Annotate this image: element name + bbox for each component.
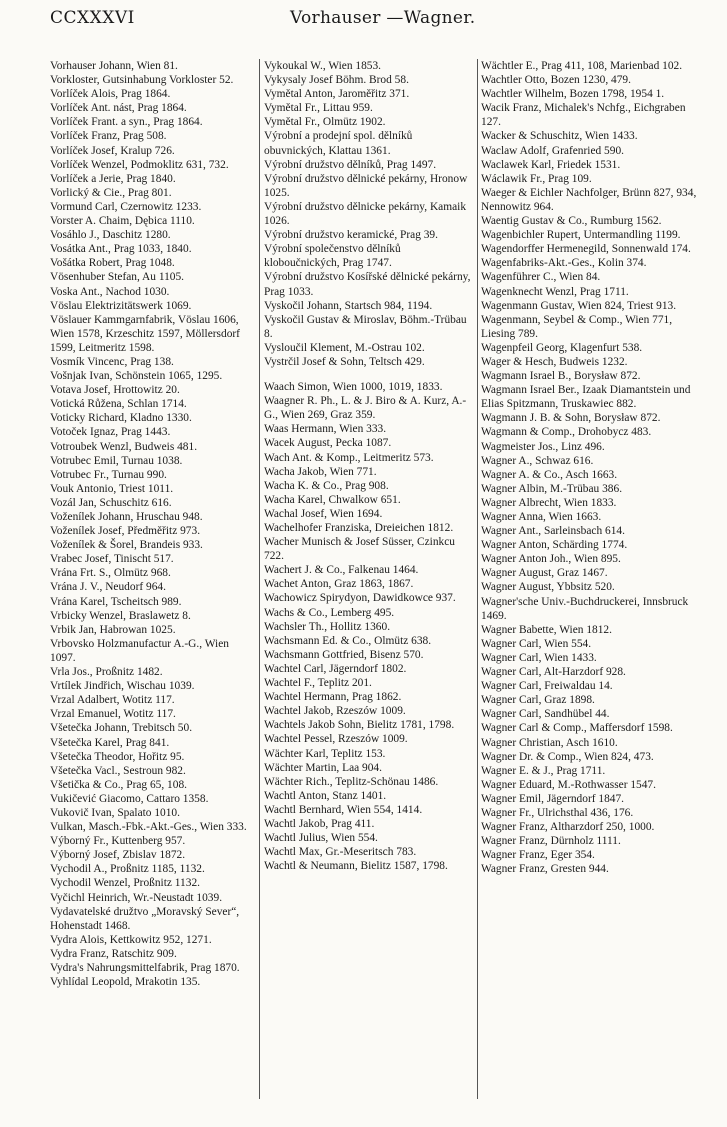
directory-entry: Vychodil A., Proßnitz 1185, 1132. (50, 863, 205, 876)
directory-entry: Vrána Karel, Tscheitsch 989. (50, 595, 182, 608)
column-divider (259, 59, 260, 1099)
directory-entry: Wagenführer C., Wien 84. (481, 271, 601, 284)
directory-entry: Wacker & Schuschitz, Wien 1433. (481, 130, 638, 143)
directory-entry: Vychodil Wenzel, Proßnitz 1132. (50, 877, 200, 890)
directory-entry: Vorster A. Chaim, Dębica 1110. (50, 215, 195, 228)
directory-entry: Wachet Anton, Graz 1863, 1867. (264, 578, 414, 591)
directory-entry: Wagenpfeil Georg, Klagenfurt 538. (481, 341, 643, 354)
directory-entry: Výborný Josef, Zbislav 1872. (50, 849, 186, 862)
directory-entry: Wacher Munisch & Josef Süsser, Czinkcu 722. (264, 536, 455, 563)
directory-column-2 (264, 59, 476, 873)
directory-entry: Wachsmann Ed. & Co., Olmütz 638. (264, 634, 432, 647)
directory-entry: Výrobní a prodejní spol. dělníků obuvnických, Klattau 1361. (264, 130, 413, 157)
directory-entry: Wager & Hesch, Budweis 1232. (481, 355, 628, 368)
directory-entry: Wagmann J. B. & Sohn, Borysław 872. (481, 412, 661, 425)
directory-entry: Wagenmann, Seybel & Comp., Wien 771, Liesing 789. (481, 313, 673, 340)
directory-entry: Wachowicz Spirydyon, Dawidkowce 937. (264, 592, 456, 605)
directory-entry: Wagner'sche Univ.-Buchdruckerei, Innsbruck 1469. (481, 595, 689, 622)
directory-entry: Wagner Eduard, M.-Rothwasser 1547. (481, 778, 656, 791)
directory-entry: Wachtel Hermann, Prag 1862. (264, 691, 402, 704)
directory-entry: Wagner Christian, Asch 1610. (481, 736, 618, 749)
directory-entry: Wachtel Pessel, Rzeszów 1009. (264, 733, 408, 746)
directory-entry: Wáclawik Fr., Prag 109. (481, 172, 592, 185)
directory-entry: Vosáhlo J., Daschitz 1280. (50, 229, 171, 242)
directory-entry: Vykoukal W., Wien 1853. (264, 60, 382, 72)
directory-entry: Wagner Albrecht, Wien 1833. (481, 496, 617, 509)
column-divider (477, 59, 478, 1099)
directory-entry: Waentig Gustav & Co., Rumburg 1562. (481, 215, 662, 228)
directory-entry: Výrobní společenstvo dělníků kloboučnických, Prag 1747. (264, 243, 401, 270)
directory-entry: Wächter Martin, Laa 904. (264, 761, 382, 774)
directory-entry: Výrobní družstvo dělnicke pekárny, Kamaik 1026. (264, 200, 467, 228)
directory-entry: Vrbovsko Holzmanufactur A.-G., Wien 1097. (50, 637, 229, 664)
directory-entry: Wagner A., Schwaz 616. (481, 454, 594, 467)
directory-entry: Vorlíček Frant. a syn., Prag 1864. (50, 116, 203, 129)
directory-entry: Wagner Franz, Gresten 944. (481, 863, 609, 876)
directory-entry: Vydavatelské družtvo „Moravský Sever“, Hohenstadt 1468. (50, 905, 240, 932)
directory-column-3 (481, 59, 703, 876)
directory-entry: Vymětal Fr., Littau 959. (264, 102, 373, 115)
directory-entry: Wagner E. & J., Prag 1711. (481, 764, 606, 777)
directory-entry: Wachsler Th., Hollitz 1360. (264, 620, 391, 633)
directory-entry: Výrobní družstvo keramické, Prag 39. (264, 229, 438, 242)
directory-entry: Wagenfabriks-Akt.-Ges., Kolin 374. (481, 257, 647, 270)
directory-entry: Vorlický & Cie., Prag 801. (50, 186, 172, 199)
directory-entry: Vydra's Nahrungsmittelfabrik, Prag 1870. (50, 962, 240, 974)
directory-entry: Wach Ant. & Komp., Leitmeritz 573. (264, 451, 434, 464)
directory-entry: Vydra Alois, Kettkowitz 952, 1271. (50, 933, 212, 946)
directory-entry: Wachtl Jakob, Prag 411. (264, 817, 375, 830)
directory-entry: Všetečka Theodor, Hořitz 95. (50, 750, 185, 763)
directory-entry: Voženílek Josef, Předměřitz 973. (50, 525, 201, 538)
directory-entry: Vöslau Elektrizitätswerk 1069. (50, 299, 192, 312)
directory-entry: Vykysaly Josef Böhm. Brod 58. (264, 74, 409, 87)
directory-entry: Wagmann & Comp., Drohobycz 483. (481, 426, 652, 439)
directory-entry: Wachtel Jakob, Rzeszów 1009. (264, 705, 406, 718)
directory-entry: Voženílek & Šorel, Brandeis 933. (50, 539, 203, 552)
directory-entry: Wachal Josef, Wien 1694. (264, 507, 383, 520)
directory-entry: Vrzal Adalbert, Wotitz 117. (50, 694, 175, 707)
directory-entry: Votrubec Emil, Turnau 1038. (50, 454, 183, 467)
directory-entry: Wagner August, Graz 1467. (481, 567, 608, 580)
directory-entry: Wacha Jakob, Wien 771. (264, 465, 377, 478)
directory-entry: Vulkan, Masch.-Fbk.-Akt.-Ges., Wien 333. (50, 821, 247, 834)
directory-entry: Vukičević Giacomo, Cattaro 1358. (50, 792, 209, 805)
directory-entry: Vrabec Josef, Tinischt 517. (50, 553, 174, 566)
directory-entry: Wachtl & Neumann, Bielitz 1587, 1798. (264, 860, 448, 873)
directory-entry: Vošátka Robert, Prag 1048. (50, 257, 175, 270)
directory-entry: Vozál Jan, Schuschitz 616. (50, 496, 172, 509)
directory-entry: Vorlíček Ant. nást, Prag 1864. (50, 102, 187, 115)
directory-entry: Wagner Anna, Wien 1663. (481, 511, 602, 523)
directory-entry: Wacha K. & Co., Prag 908. (264, 479, 389, 492)
directory-entry: Wagner Emil, Jägerndorf 1847. (481, 792, 625, 805)
directory-entry: Vyskočil Gustav & Miroslav, Böhm.-Trübau 8. (264, 313, 467, 340)
directory-entry: Wagner Franz, Altharzdorf 250, 1000. (481, 821, 655, 834)
directory-entry: Výrobní družstvo Kosířské dělnické pekárny, Prag 1033. (264, 271, 471, 298)
directory-entry: Waeger & Eichler Nachfolger, Brünn 827, 934, Nennowitz 964. (481, 186, 697, 213)
directory-entry: Vydra Franz, Ratschitz 909. (50, 947, 177, 960)
directory-entry: Vysloučil Klement, M.-Ostrau 102. (264, 341, 425, 354)
directory-entry: Vrbicky Wenzel, Braslawetz 8. (50, 609, 191, 622)
directory-entry: Vorlíček Josef, Kralup 726. (50, 144, 175, 157)
directory-entry: Wachtl Anton, Stanz 1401. (264, 789, 387, 802)
directory-entry: Waagner R. Ph., L. & J. Biro & A. Kurz, A.-G., Wien 269, Graz 359. (264, 395, 467, 422)
page-number: CCXXXVI (50, 8, 135, 28)
directory-entry: Vrla Jos., Proßnitz 1482. (50, 666, 163, 679)
directory-entry: Wachtler Wilhelm, Bozen 1798, 1954 1. (481, 88, 665, 101)
directory-entry: Wagner Dr. & Comp., Wien 824, 473. (481, 750, 654, 763)
directory-entry: Wagner Anton, Schärding 1774. (481, 539, 628, 552)
directory-entry: Vošnjak Ivan, Schönstein 1065, 1295. (50, 370, 223, 383)
directory-entry: Wächtler E., Prag 411, 108, Marienbad 102. (481, 60, 683, 72)
directory-entry: Wachtels Jakob Sohn, Bielitz 1781, 1798. (264, 719, 455, 732)
directory-entry: Votická Růžena, Schlan 1714. (50, 398, 187, 411)
directory-entry: Vystrčil Josef & Sohn, Teltsch 429. (264, 355, 425, 368)
directory-entry: Vorlíček Franz, Prag 508. (50, 130, 167, 143)
directory-entry: Wagner Franz, Dürnholz 1111. (481, 835, 621, 848)
directory-entry: Wagner Carl, Wien 1433. (481, 651, 597, 664)
directory-entry: Votroubek Wenzl, Budweis 481. (50, 440, 198, 453)
directory-entry: Wächter Rich., Teplitz-Schönau 1486. (264, 775, 439, 788)
directory-entry: Wagner Babette, Wien 1812. (481, 623, 612, 636)
directory-entry: Voska Ant., Nachod 1030. (50, 285, 170, 298)
directory-entry: Wagner Ant., Sarleinsbach 614. (481, 525, 625, 538)
directory-entry: Waach Simon, Wien 1000, 1019, 1833. (264, 381, 443, 394)
directory-entry: Wagner Carl, Graz 1898. (481, 694, 595, 707)
directory-entry: Vosátka Ant., Prag 1033, 1840. (50, 243, 192, 256)
directory-entry: Waclawek Karl, Friedek 1531. (481, 158, 621, 171)
directory-entry: Vymětal Fr., Olmütz 1902. (264, 116, 386, 129)
directory-entry: Všetička & Co., Prag 65, 108. (50, 778, 187, 791)
directory-entry: Výrobní družstvo dělnické pekárny, Hronow 1025. (264, 172, 468, 199)
directory-entry: Wagenmann Gustav, Wien 824, Triest 913. (481, 299, 677, 312)
directory-entry: Vorlíček Wenzel, Podmoklitz 631, 732. (50, 158, 229, 171)
directory-entry: Vukovič Ivan, Spalato 1010. (50, 806, 180, 819)
directory-entry: Wagner Carl, Freiwaldau 14. (481, 680, 613, 693)
directory-entry: Wachelhofer Franziska, Dreieichen 1812. (264, 522, 454, 534)
directory-entry: Voticky Richard, Kladno 1330. (50, 412, 192, 425)
directory-entry: Všetečka Karel, Prag 841. (50, 736, 170, 749)
directory-entry: Wagner Fr., Ulrichsthal 436, 176. (481, 806, 634, 819)
directory-entry: Votava Josef, Hrottowitz 20. (50, 384, 180, 397)
directory-entry: Wachert J. & Co., Falkenau 1464. (264, 564, 419, 577)
directory-entry: Vyskočil Johann, Startsch 984, 1194. (264, 299, 433, 312)
directory-entry: Wagmann Israel Ber., Izaak Diamantstein und Elias Spitzmann, Truskawiec 882. (481, 384, 691, 411)
directory-entry: Vymětal Anton, Jaroměřitz 371. (264, 88, 410, 101)
directory-entry: Votrubec Fr., Turnau 990. (50, 468, 167, 481)
directory-entry: Wacik Franz, Michalek's Nchfg., Eichgraben 127. (481, 102, 686, 129)
directory-entry: Výrobní družstvo dělníků, Prag 1497. (264, 158, 437, 171)
directory-entry: Wagner Albin, M.-Trübau 386. (481, 482, 623, 495)
directory-entry: Wagenbichler Rupert, Untermandling 1199. (481, 229, 681, 242)
directory-entry: Vorhauser Johann, Wien 81. (50, 60, 178, 72)
directory-entry: Vorkloster, Gutsinhabung Vorkloster 52. (50, 74, 234, 87)
running-head: Vorhauser —Wagner. (290, 8, 476, 28)
directory-entry: Vösenhuber Stefan, Au 1105. (50, 271, 185, 284)
directory-entry: Voženílek Johann, Hruschau 948. (50, 511, 203, 523)
directory-entry: Vormund Carl, Czernowitz 1233. (50, 200, 202, 213)
directory-entry: Wachsmann Gottfried, Bisenz 570. (264, 648, 424, 661)
directory-entry: Vrána J. V., Neudorf 964. (50, 581, 166, 594)
directory-entry: Wachtl Bernhard, Wien 554, 1414. (264, 803, 423, 816)
directory-entry: Vrzal Emanuel, Wotitz 117. (50, 708, 176, 721)
directory-entry: Wachtel Carl, Jägerndorf 1802. (264, 662, 407, 675)
directory-entry: Wachs & Co., Lemberg 495. (264, 606, 395, 619)
directory-entry: Vrbik Jan, Habrowan 1025. (50, 623, 176, 636)
directory-entry: Vorlíček a Jerie, Prag 1840. (50, 172, 176, 185)
directory-entry: Waclaw Adolf, Grafenried 590. (481, 144, 624, 157)
page-header (50, 8, 700, 34)
directory-entry: Wagner Carl, Sandhübel 44. (481, 708, 610, 721)
directory-entry: Wächter Karl, Teplitz 153. (264, 747, 386, 760)
directory-entry: Wacek August, Pecka 1087. (264, 437, 392, 450)
directory-entry: Wachtler Otto, Bozen 1230, 479. (481, 74, 631, 87)
directory-entry: Vöslauer Kammgarnfabrik, Vöslau 1606, Wien 1578, Krzeschitz 1597, Möllersdorf 1599, Leitmeritz 1598. (50, 313, 240, 354)
directory-entry: Votoček Ignaz, Prag 1443. (50, 426, 171, 439)
directory-entry: Wagmann Israel B., Borysław 872. (481, 370, 641, 383)
directory-entry: Výborný Fr., Kuttenberg 957. (50, 835, 186, 848)
directory-entry: Wachtl Max, Gr.-Meseritsch 783. (264, 846, 417, 859)
directory-entry: Vyčichl Heinrich, Wr.-Neustadt 1039. (50, 891, 223, 904)
directory-entry: Wagner Carl & Comp., Maffersdorf 1598. (481, 722, 673, 735)
directory-entry: Wagner Carl, Alt-Harzdorf 928. (481, 666, 626, 679)
directory-entry: Všetečka Vacl., Sestroun 982. (50, 764, 186, 777)
directory-entry: Wagner Franz, Eger 354. (481, 849, 595, 862)
directory-entry: Vouk Antonio, Triest 1011. (50, 482, 174, 495)
directory-entry: Vorlíček Alois, Prag 1864. (50, 88, 171, 101)
directory-entry: Wachtl Julius, Wien 554. (264, 832, 378, 845)
directory-entry: Vyhlídal Leopold, Mrakotin 135. (50, 976, 201, 989)
directory-entry: Všetečka Johann, Trebitsch 50. (50, 722, 193, 735)
directory-entry: Vrtílek Jindřich, Wischau 1039. (50, 680, 195, 693)
directory-entry: Wacha Karel, Chwalkow 651. (264, 493, 401, 506)
directory-entry: Wachtel F., Teplitz 201. (264, 677, 372, 690)
directory-entry: Waas Hermann, Wien 333. (264, 423, 387, 436)
directory-entry: Wagner A. & Co., Asch 1663. (481, 468, 618, 481)
directory-entry: Vrána Frt. S., Olmütz 968. (50, 567, 171, 580)
directory-entry: Wagner Anton Joh., Wien 895. (481, 553, 621, 566)
directory-column-1 (50, 59, 254, 989)
directory-entry: Wagmeister Jos., Linz 496. (481, 440, 605, 453)
directory-entry: Wagendorffer Hermenegild, Sonnenwald 174. (481, 243, 691, 256)
directory-entry: Vosmík Vincenc, Prag 138. (50, 355, 174, 368)
directory-entry: Wagenknecht Wenzl, Prag 1711. (481, 285, 629, 298)
directory-entry: Wagner Carl, Wien 554. (481, 637, 592, 650)
directory-entry: Wagner August, Ybbsitz 520. (481, 581, 615, 594)
